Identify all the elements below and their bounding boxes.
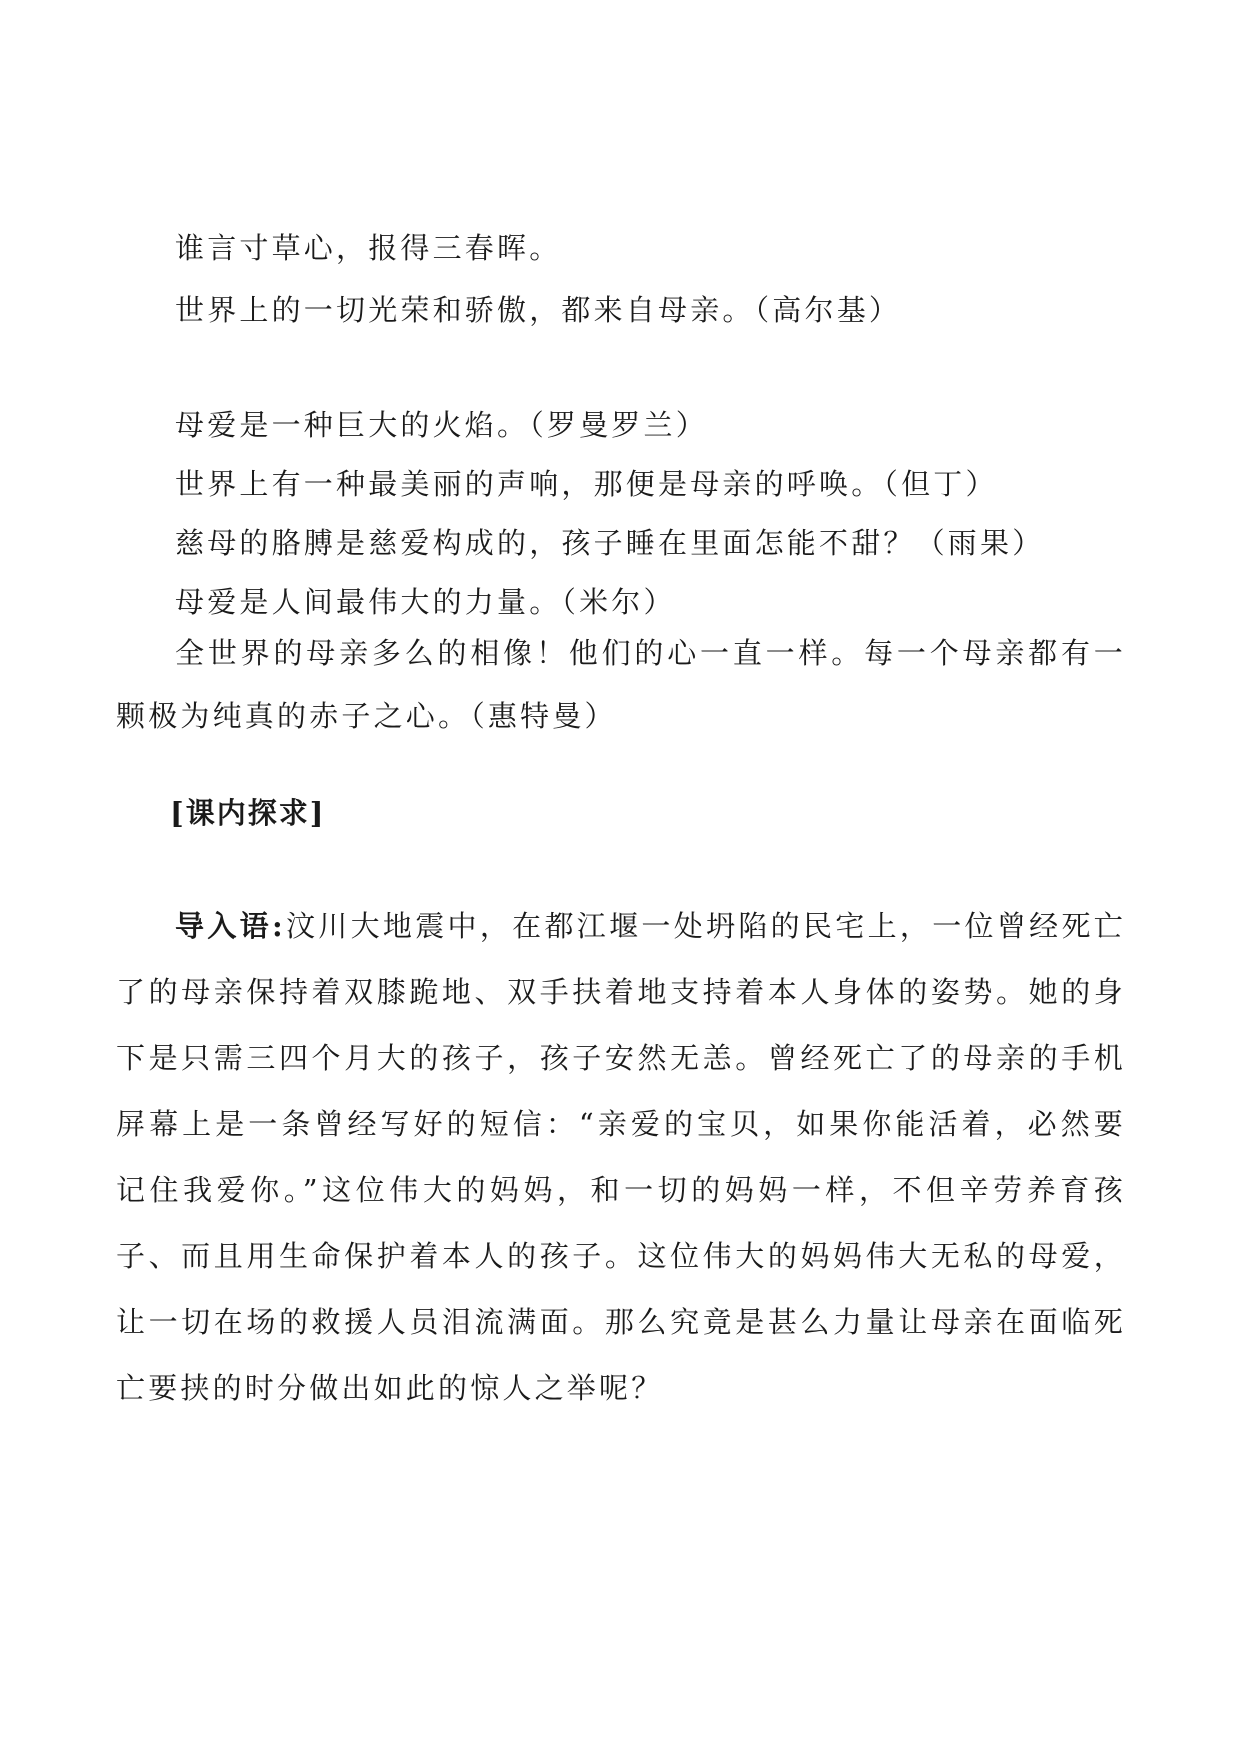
quote-line: 世界上有一种最美丽的声响，那便是母亲的呼唤。（但丁）	[175, 467, 998, 501]
quote-line: 母爱是一种巨大的火焰。（罗曼罗兰）	[175, 408, 708, 442]
quote-line: 慈母的胳膊是慈爱构成的，孩子睡在里面怎能不甜？（雨果）	[175, 526, 1045, 560]
quote-line: 世界上的一切光荣和骄傲，都来自母亲。（高尔基）	[175, 293, 902, 327]
long-quote-paragraph: 全世界的母亲多么的相像！他们的心一直一样。每一个母亲都有一颗极为纯真的赤子之心。（惠特曼）	[116, 636, 1126, 733]
intro-paragraph	[116, 893, 1126, 1421]
section-heading: [课内探求]	[170, 796, 326, 830]
intro-text: 汶川大地震中，在都江堰一处坍陷的民宅上，一位曾经死亡了的母亲保持着双膝跪地、双手扶着地支持着本人身体的姿势。她的身下是只需三四个月大的孩子，孩子安然无恙。曾经死亡了的母亲的手机屏幕上是一条曾经写好的短信：“亲爱的宝贝，如果你能活着，必然要记住我爱你。”这位伟大的妈妈，和一切的妈妈一样，不但辛劳养育孩子、而且用生命保护着本人的孩子。这位伟大的妈妈伟大无私的母爱，让一切在场的救援人员泪流满面。那么究竟是甚么力量让母亲在面临死亡要挟的时分做出如此的惊人之举呢？	[116, 909, 1127, 1405]
quote-line: 母爱是人间最伟大的力量。（米尔）	[175, 585, 676, 619]
quote-line: 谁言寸草心，报得三春晖。	[175, 231, 562, 265]
intro-label: 导入语:	[175, 909, 286, 943]
